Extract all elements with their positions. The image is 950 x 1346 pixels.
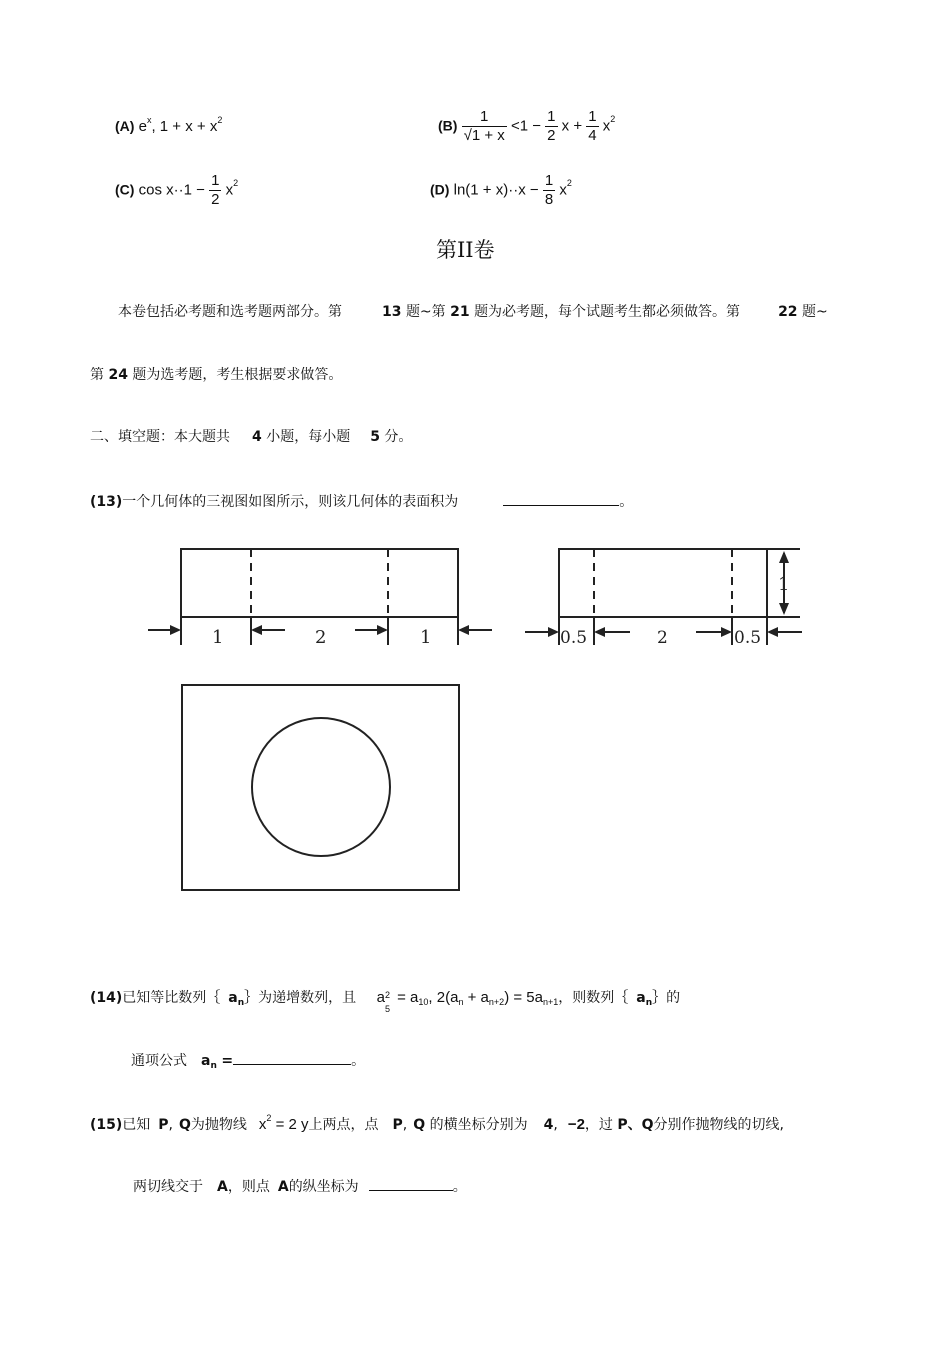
intro-line-1: 本卷包括必考题和选考题两部分。第 13 题~第 21 题为必考题，每个试题考生都必须做答。第 22 题~ xyxy=(118,304,828,320)
q14-number: (14) xyxy=(90,990,123,1006)
option-c-lhs: cos x··1 − xyxy=(138,181,205,199)
option-a-sep: , xyxy=(151,118,156,135)
option-b-frac1: $\frac{1}{2}$ xyxy=(547,108,556,144)
option-b-den: √1 + x xyxy=(463,127,505,144)
option-d-tail: x xyxy=(559,181,567,199)
side-view-rect xyxy=(559,549,767,617)
q14-line-2: 通项公式 $a_n$ = 。 xyxy=(131,1053,366,1071)
option-b: (B) $\frac{1}{√1 + x}$ <1 − $\frac{1}{2}$ x + $\frac{1}{4}$ $x^2$ xyxy=(438,108,616,144)
section-title: 第II卷 xyxy=(436,238,495,262)
option-a-expr: e xyxy=(138,118,147,135)
option-c-label: (C) xyxy=(115,181,135,198)
option-a-label: (A) xyxy=(115,118,135,134)
option-b-label: (B) xyxy=(438,117,458,134)
q15-equation: $x^2 = 2$ y xyxy=(258,1113,309,1133)
option-b-frac2: $\frac{1}{4}$ xyxy=(588,108,597,144)
intro-line-2: 第 24 题为选考题，考生根据要求做答。 xyxy=(90,367,343,383)
question-15: (15)已知 P, Q为抛物线 $x^2 = 2$ y上两点，点 P, Q 的横坐标分别为 4, −2，过 P、Q分别作抛物线的切线, xyxy=(90,1113,784,1133)
option-a-rhs-exp: 2 xyxy=(217,115,223,125)
side-dim-1: 0.5 xyxy=(560,628,588,648)
q14-equation: a 2 5 = $a_{10}$, $2(a_n + a_{n+2}) = 5a_{n+1}$ xyxy=(376,989,559,1014)
part2-heading: 二、填空题：本大题共 4 小题，每小题 5 分。 xyxy=(90,429,413,445)
option-b-tail: x xyxy=(602,117,611,135)
option-a-exp: x xyxy=(146,115,152,125)
question-13: (13)一个几何体的三视图如图所示，则该几何体的表面积为 。 xyxy=(90,494,634,510)
option-d-label: (D) xyxy=(430,181,450,198)
top-view-circle xyxy=(252,718,390,856)
option-b-num: 1 xyxy=(462,108,507,127)
option-c-tail: x xyxy=(225,181,234,199)
q14-answer-blank[interactable] xyxy=(233,1064,351,1065)
side-dim-3: 0.5 xyxy=(734,628,762,648)
q15-answer-blank[interactable] xyxy=(369,1190,453,1191)
option-d: (D) ln(1 + x)··x − $\frac{1}{8}$ $x^2$ xyxy=(430,172,572,208)
front-view-rect xyxy=(181,549,458,617)
option-b-rel: <1 − xyxy=(510,117,541,135)
q15-line-2: 两切线交于 A，则点 A的纵坐标为 。 xyxy=(133,1179,467,1195)
option-d-lhs: ln(1 + x)··x − xyxy=(453,181,539,199)
option-c-frac: $\frac{1}{2}$ xyxy=(211,172,220,208)
question-14: (14)已知等比数列｛ $a_n\}$为递增数列，且 a 2 5 = $a_{10}$, $2(a_n + a_{n+2}) = 5a_{n+1}$，则数列｛ $a_n\}$的 xyxy=(90,989,681,1014)
option-a-rhs: 1 + x + x xyxy=(159,118,218,135)
front-dim-1: 1 xyxy=(212,627,224,648)
side-dim-2: 2 xyxy=(657,628,668,648)
front-dim-3: 1 xyxy=(420,627,432,648)
option-c: (C) cos x··1 − $\frac{1}{2}$ $x^2$ xyxy=(115,172,239,208)
front-dim-2: 2 xyxy=(315,627,327,648)
q13-text: 一个几何体的三视图如图所示，则该几何体的表面积为 xyxy=(122,494,459,510)
side-height-dim: 1 xyxy=(778,574,790,595)
q13-number: (13) xyxy=(90,494,123,510)
option-d-frac: $\frac{1}{8}$ xyxy=(544,172,554,208)
q15-number: (15) xyxy=(90,1117,123,1133)
option-b-mid: x + xyxy=(561,117,583,135)
top-view-rect xyxy=(182,685,459,890)
